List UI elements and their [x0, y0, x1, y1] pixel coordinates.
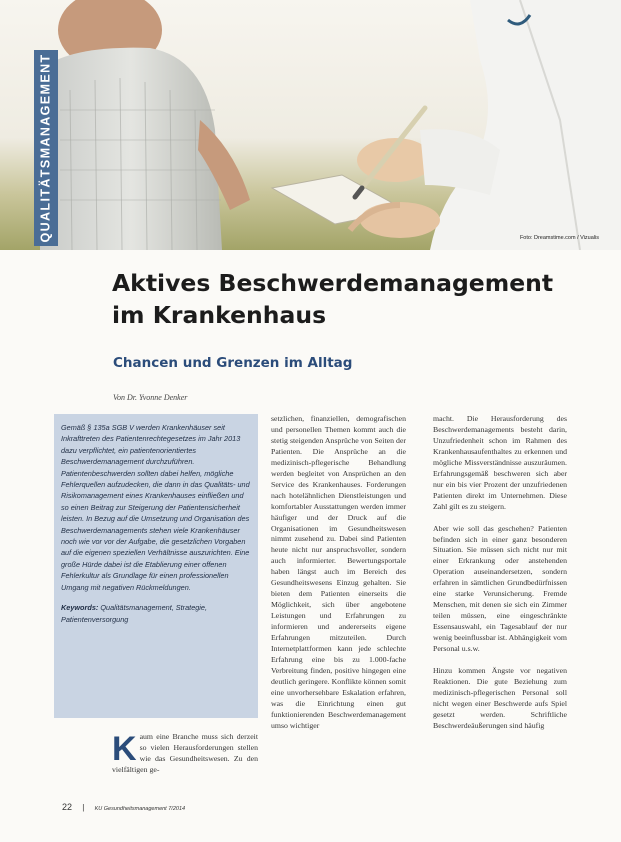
body-column-3-paragraph-2: Aber wie soll das geschehen? Patienten befinden sich in einer ganz besonderen Situation. Sie müssen sich nicht nur mit einer Erkrankung oder anstehenden Operation auseinandersetzen, sondern erfahren in sämtlichen Grundbedürfnissen eine starke Verunsicherung. Fremde Menschen, mit denen sie sich ein Zimmer teilen müssen, eine eingeschränkte Essensauswahl, ein Tagesablauf der nur wenig beeinflussbar ist. Abhängigkeit vom Personal u.s.w.	[433, 523, 567, 654]
title-line-1: Aktives Beschwerdemanagement	[112, 269, 554, 297]
article-title	[112, 267, 602, 331]
body-column-3-paragraph-1: macht. Die Herausforderung des Beschwerdemanagements besteht darin, Unzufriedenheit schon im Rahmen des Krankenhausaufenthaltes zu erkennen und mögliche Missverständnisse auszuräumen. Erfahrungsgemäß beschweren sich aber nur ein bis vier Prozent der unzufriedenen Patienten direkt im Unternehmen. Diese Zahl gilt es zu steigern.	[433, 414, 567, 511]
abstract-box	[54, 414, 258, 718]
section-tab-label: QUALITÄTSMANAGEMENT	[39, 53, 53, 243]
drop-cap: K	[112, 730, 137, 768]
body-column-2-text: setzlichen, finanziellen, demografischen und personellen Themen kommt auch die stetig steigenden Ansprüche von Seiten der Patienten. Die Ansprüche an die medizinisch-pflegerische Behandlung werden begleitet von Ansprüchen an den Service des Krankenhauses. Forderungen nach hotelähnlichen Dienstleistungen und komfortabler Ausstattungen werden immer häufiger und der Druck auf die Organisationen im Gesundheitswesen nimmt zusehend zu. Dabei sind Patienten heute nicht nur anspruchsvoller, sondern auch informierter. Bewertungsportale haben längst auch im Bereich des Gesundheitswesens Einzug gehalten. Sie bieten dem Patienten einerseits die Möglichkeit, sich über angebotene Leistungen und Erfahrungen zu informieren und andererseits eigene Erfahrungen mitzuteilen. Durch Internetplattformen kann jede schlechte Erfahrung eine bis zu 1.000-fache Verbreitung finden, positive hingegen eine deutlich geringere. Konflikte können somit eine unvorhersehbare Eskalation erfahren, was die Einrichtung einen gut funktionierenden Beschwerdemanagement umso wichtiger	[271, 414, 406, 730]
keywords-value: Qualitätsmanagement, Strategie, Patientenversorgung	[61, 603, 208, 624]
title-line-2: im Krankenhaus	[112, 301, 327, 329]
paragraph-spacer	[433, 655, 567, 666]
body-column-2	[271, 414, 406, 732]
footer-separator: |	[82, 803, 85, 812]
page-number: 22	[62, 802, 73, 812]
body-column-3-paragraph-3: Hinzu kommen Ängste vor negativen Reaktionen. Die gute Beziehung zum medizinisch-pflegerischen Personal soll nicht wegen einer Beschwerde aufs Spiel gesetzt werden. Schriftliche Beschwerdeäußerungen sind häufig	[433, 666, 567, 730]
page-footer	[62, 802, 185, 812]
doctor-patient-illustration	[0, 0, 621, 250]
publication-name: KU Gesundheitsmanagement 7/2014	[94, 806, 186, 812]
abstract-text: Gemäß § 135a SGB V werden Krankenhäuser seit Inkrafttreten des Patientenrechtegesetzes im Jahr 2013 dazu verpflichtet, ein patientenorientiertes Beschwerdemanagement durchzuführen. Patientenbeschwerden sollten dabei helfen, mögliche Fehlerquellen aufzudecken, die dann in das Qualitäts- und Risikomanagement eines Krankenhauses einfließen und so einen Beitrag zur Steigerung der Patientensicherheit leisten. In Bezug auf die Umsetzung und Organisation des Beschwerdemanagements stehen viele Krankenhäuser noch wie vor vor der Aufgabe, die gesetzlichen Vorgaben auf die eigenen speziellen Verhältnisse auszurichten. Eine große Hürde dabei ist die Etablierung einer offenen Fehlerkultur als Grundlage für einen professionellen Umgang mit negativen Rückmeldungen.	[61, 423, 250, 592]
body-column-1-text: aum eine Branche muss sich derzeit so vielen Herausforderungen stellen wie das Gesundheitswesen. Zu den vielfältigen ge-	[112, 732, 258, 774]
header-photo	[0, 0, 621, 250]
section-tab-label-wrap	[34, 50, 58, 246]
keywords	[61, 602, 252, 625]
body-column-3	[433, 414, 567, 732]
article-subtitle: Chancen und Grenzen im Alltag	[113, 355, 353, 371]
author-byline: Von Dr. Yvonne Denker	[113, 393, 188, 402]
photo-credit: Foto: Dreamstime.com / Vizualis	[519, 235, 599, 241]
body-column-1	[112, 732, 258, 776]
paragraph-spacer	[433, 513, 567, 524]
keywords-label: Keywords:	[61, 603, 99, 613]
